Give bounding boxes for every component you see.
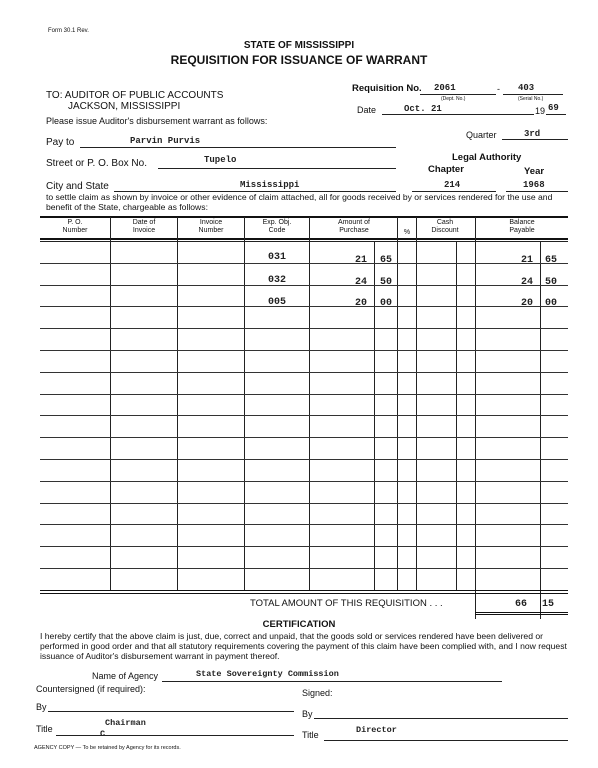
row3-amount-cents: 00 (380, 298, 393, 309)
agency-label: Name of Agency (92, 671, 159, 681)
header-amount: Amount of Purchase (338, 219, 370, 234)
row2-balance-dollars: 24 (521, 277, 534, 288)
by-label: By (36, 702, 47, 712)
legal-year-value: 1968 (523, 180, 545, 190)
table-rule (40, 568, 568, 569)
row1-amount-cents: 65 (380, 255, 393, 266)
serial-caption: (Serial No.) (518, 96, 544, 102)
certification-title: CERTIFICATION (262, 619, 336, 630)
serial-no: 403 (518, 83, 535, 93)
to-city: JACKSON, MISSISSIPPI (68, 101, 181, 112)
table-rule (40, 394, 568, 395)
row2-amount-cents: 50 (380, 277, 393, 288)
table-rule (40, 328, 568, 329)
table-rule (40, 306, 568, 307)
pay-to-label: Pay to (46, 137, 75, 148)
title2-value: Director (356, 725, 397, 735)
total-dollars: 66 (515, 599, 528, 610)
header-exp-obj: Exp. Obj. Code (262, 219, 292, 234)
row3-balance-dollars: 20 (521, 298, 534, 309)
row2-amount-dollars: 24 (355, 277, 368, 288)
year-label: Year (524, 166, 545, 177)
instruction: Please issue Auditor's disbursement warrant as follows: (46, 116, 268, 126)
table-rule (40, 459, 568, 460)
dept-no: 2061 (434, 83, 456, 93)
header-date-invoice: Date of Invoice (132, 219, 156, 234)
table-rule (40, 503, 568, 504)
header-invoice-number: Invoice Number (198, 219, 224, 234)
table-rule (40, 546, 568, 547)
to-auditor: TO: AUDITOR OF PUBLIC ACCOUNTS (46, 90, 224, 101)
footer-note: AGENCY COPY — To be retained by Agency for its records. (34, 745, 181, 751)
countersigned-label: Countersigned (if required): (36, 684, 146, 694)
row3-code: 005 (268, 297, 287, 308)
row2-balance-cents: 50 (545, 277, 558, 288)
row2-code: 032 (268, 275, 287, 286)
row1-balance-dollars: 21 (521, 255, 534, 266)
form-title: REQUISITION FOR ISSUANCE OF WARRANT (170, 53, 428, 67)
date-value: Oct. 21 (404, 104, 442, 114)
street-label: Street or P. O. Box No. (46, 158, 147, 169)
table-rule (40, 415, 568, 416)
table-rule (40, 372, 568, 373)
certification-text: I hereby certify that the above claim is just, due, correct and unpaid, that the goods sold or services rendered have been delivered or performed in good order and that all statutory requirements covering the payment of this claim have been complied with, and I now request issuance of Auditor's disbursement warrant in payment thereof. (40, 631, 567, 661)
chapter-value: 214 (444, 180, 461, 190)
title-label: Title (36, 724, 53, 734)
table-rule (40, 285, 568, 286)
state-heading: STATE OF MISSISSIPPI (243, 40, 355, 51)
header-cash-discount: Cash Discount (431, 219, 459, 234)
quarter-value: 3rd (524, 129, 541, 139)
date-label: Date (357, 105, 377, 115)
table-rule (40, 263, 568, 264)
table-rule (40, 350, 568, 351)
title2-label: Title (302, 730, 319, 740)
dept-caption: (Dept. No.) (441, 96, 466, 102)
title-value: Chairman (105, 718, 146, 728)
header-pct: % (403, 229, 411, 236)
row1-amount-dollars: 21 (355, 255, 368, 266)
by2-label: By (302, 709, 313, 719)
city-value: Mississippi (240, 180, 300, 190)
table-rule (40, 481, 568, 482)
year-value: 69 (548, 103, 559, 113)
street-value: Tupelo (204, 155, 237, 165)
total-cents: 15 (542, 599, 555, 610)
total-label: TOTAL AMOUNT OF THIS REQUISITION . . . (250, 598, 443, 609)
pay-to-value: Parvin Purvis (130, 136, 201, 146)
agency-value: State Sovereignty Commission (196, 669, 339, 679)
row1-code: 031 (268, 252, 287, 263)
year-prefix: 19 (535, 106, 546, 116)
legal-authority-label: Legal Authority (452, 152, 522, 163)
city-label: City and State (46, 181, 109, 192)
table-rule (40, 437, 568, 438)
form-number: Form 30.1 Rev. (48, 28, 89, 34)
row3-balance-cents: 00 (545, 298, 558, 309)
header-balance: Balance Payable (509, 219, 535, 234)
title-mark: C (100, 729, 106, 739)
requisition-label: Requisition No. (352, 83, 422, 94)
chapter-label: Chapter (428, 164, 464, 175)
quarter-label: Quarter (466, 130, 497, 140)
row3-amount-dollars: 20 (355, 298, 368, 309)
header-po: P. O. Number (62, 219, 88, 234)
settle-text: to settle claim as shown by invoice or other evidence of claim attached, all for goods received by or services rendered for the use and benefit of the State, chargeable as follows: (46, 192, 553, 212)
row1-balance-cents: 65 (545, 255, 558, 266)
signed-label: Signed: (302, 688, 333, 698)
table-rule (40, 524, 568, 525)
